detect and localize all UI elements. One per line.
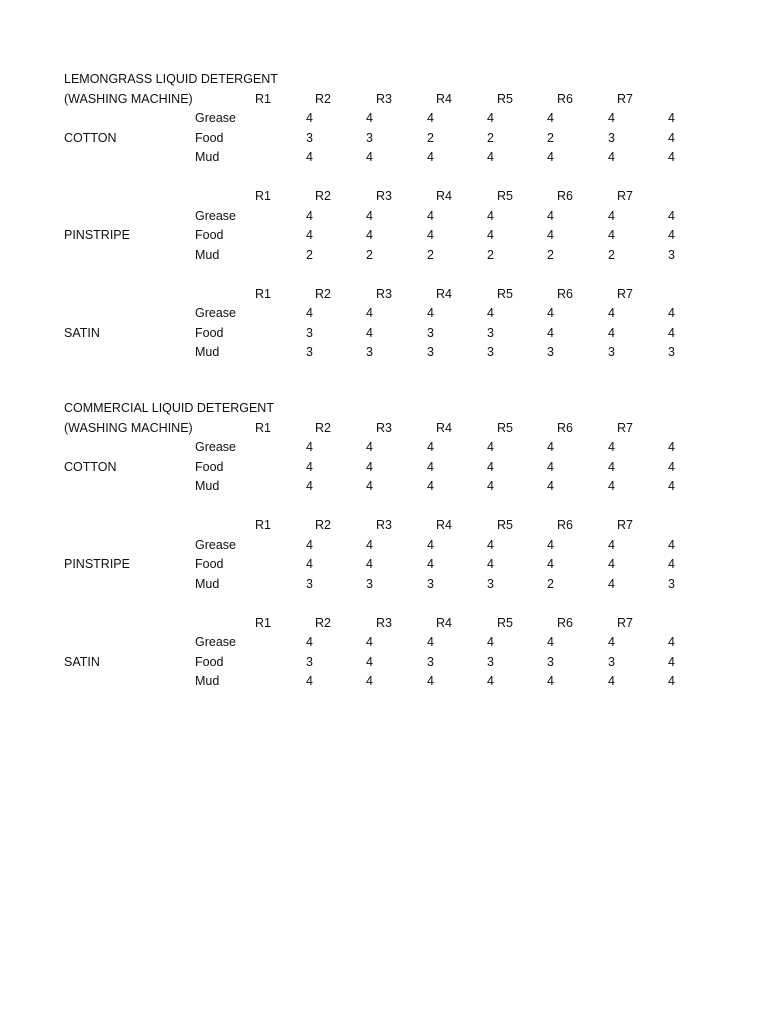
score-cell: 4 bbox=[427, 557, 434, 571]
column-header: R4 bbox=[436, 286, 452, 301]
stain-label: Grease bbox=[195, 208, 236, 223]
column-header: R7 bbox=[617, 615, 633, 630]
score-cell: 3 bbox=[487, 576, 494, 591]
score-cell: 2 bbox=[427, 130, 434, 145]
column-header: R5 bbox=[497, 286, 513, 301]
score-cell: 3 bbox=[427, 576, 434, 591]
score-cell: 4 bbox=[668, 654, 675, 669]
score-cell: 4 bbox=[366, 440, 373, 454]
score-cell: 4 bbox=[608, 111, 615, 125]
score-cell: 2 bbox=[366, 247, 373, 262]
score-cell: 4 bbox=[487, 674, 494, 688]
column-header: R4 bbox=[436, 420, 452, 435]
score-cell: 3 bbox=[427, 345, 434, 359]
section-subtitle: (WASHING MACHINE) bbox=[64, 420, 193, 435]
stain-label: Grease bbox=[195, 111, 236, 125]
score-cell: 4 bbox=[306, 557, 313, 571]
score-cell: 4 bbox=[366, 208, 373, 223]
score-cell: 3 bbox=[427, 325, 434, 340]
score-cell: 3 bbox=[487, 345, 494, 359]
column-header: R2 bbox=[315, 189, 331, 203]
column-header: R4 bbox=[436, 189, 452, 203]
score-cell: 4 bbox=[608, 208, 615, 223]
score-cell: 4 bbox=[427, 150, 434, 164]
fabric-label: PINSTRIPE bbox=[64, 557, 130, 571]
score-cell: 4 bbox=[668, 208, 675, 223]
score-cell: 4 bbox=[487, 537, 494, 552]
column-header: R1 bbox=[255, 420, 271, 435]
column-header: R5 bbox=[497, 615, 513, 630]
score-cell: 4 bbox=[366, 654, 373, 669]
score-cell: 3 bbox=[427, 654, 434, 669]
score-cell: 3 bbox=[668, 345, 675, 359]
column-header: R1 bbox=[255, 189, 271, 203]
score-cell: 4 bbox=[547, 325, 554, 340]
score-cell: 4 bbox=[306, 228, 313, 242]
column-header: R3 bbox=[376, 615, 392, 630]
score-cell: 4 bbox=[487, 111, 494, 125]
score-cell: 4 bbox=[366, 537, 373, 552]
column-header: R4 bbox=[436, 91, 452, 106]
score-cell: 4 bbox=[608, 459, 615, 474]
column-header: R1 bbox=[255, 286, 271, 301]
score-cell: 4 bbox=[427, 459, 434, 474]
stain-label: Grease bbox=[195, 306, 236, 320]
score-cell: 4 bbox=[608, 479, 615, 493]
score-cell: 3 bbox=[306, 325, 313, 340]
column-header: R5 bbox=[497, 189, 513, 203]
score-cell: 4 bbox=[668, 440, 675, 454]
score-cell: 4 bbox=[366, 325, 373, 340]
score-cell: 4 bbox=[487, 306, 494, 320]
score-cell: 4 bbox=[306, 440, 313, 454]
score-cell: 4 bbox=[547, 208, 554, 223]
score-cell: 3 bbox=[668, 247, 675, 262]
column-header: R7 bbox=[617, 91, 633, 106]
score-cell: 4 bbox=[668, 130, 675, 145]
score-cell: 4 bbox=[668, 479, 675, 493]
score-cell: 3 bbox=[608, 345, 615, 359]
column-header: R6 bbox=[557, 518, 573, 532]
stain-label: Food bbox=[195, 459, 224, 474]
column-header: R1 bbox=[255, 91, 271, 106]
score-cell: 3 bbox=[487, 654, 494, 669]
score-cell: 4 bbox=[668, 306, 675, 320]
section-subtitle: (WASHING MACHINE) bbox=[64, 91, 193, 106]
score-cell: 4 bbox=[668, 325, 675, 340]
score-cell: 4 bbox=[427, 111, 434, 125]
stain-label: Mud bbox=[195, 150, 220, 164]
score-cell: 3 bbox=[306, 345, 313, 359]
score-cell: 4 bbox=[668, 228, 675, 242]
score-cell: 4 bbox=[427, 440, 434, 454]
score-cell: 4 bbox=[487, 479, 494, 493]
score-cell: 4 bbox=[487, 228, 494, 242]
score-cell: 2 bbox=[306, 247, 313, 262]
score-cell: 4 bbox=[427, 635, 434, 649]
score-cell: 4 bbox=[608, 150, 615, 164]
score-cell: 4 bbox=[366, 150, 373, 164]
score-cell: 4 bbox=[608, 576, 615, 591]
column-header: R7 bbox=[617, 420, 633, 435]
score-cell: 4 bbox=[427, 228, 434, 242]
score-cell: 4 bbox=[427, 479, 434, 493]
column-header: R2 bbox=[315, 420, 331, 435]
column-header: R2 bbox=[315, 518, 331, 532]
score-cell: 4 bbox=[366, 674, 373, 688]
score-cell: 4 bbox=[427, 306, 434, 320]
score-cell: 2 bbox=[547, 130, 554, 145]
score-cell: 4 bbox=[608, 325, 615, 340]
score-cell: 4 bbox=[668, 537, 675, 552]
score-cell: 3 bbox=[306, 654, 313, 669]
column-header: R7 bbox=[617, 189, 633, 203]
column-header: R3 bbox=[376, 518, 392, 532]
score-cell: 4 bbox=[608, 306, 615, 320]
stain-label: Mud bbox=[195, 479, 220, 493]
fabric-label: COTTON bbox=[64, 130, 117, 145]
column-header: R3 bbox=[376, 189, 392, 203]
score-cell: 4 bbox=[547, 306, 554, 320]
column-header: R7 bbox=[617, 518, 633, 532]
score-cell: 4 bbox=[366, 635, 373, 649]
column-header: R6 bbox=[557, 420, 573, 435]
score-cell: 4 bbox=[487, 557, 494, 571]
score-cell: 4 bbox=[547, 557, 554, 571]
score-cell: 3 bbox=[608, 654, 615, 669]
score-cell: 3 bbox=[668, 576, 675, 591]
fabric-label: SATIN bbox=[64, 325, 100, 340]
fabric-label: COTTON bbox=[64, 459, 117, 474]
column-header: R1 bbox=[255, 518, 271, 532]
score-cell: 4 bbox=[487, 150, 494, 164]
score-cell: 3 bbox=[366, 576, 373, 591]
score-cell: 4 bbox=[306, 459, 313, 474]
fabric-label: SATIN bbox=[64, 654, 100, 669]
score-cell: 4 bbox=[668, 557, 675, 571]
score-cell: 2 bbox=[487, 130, 494, 145]
score-cell: 4 bbox=[547, 459, 554, 474]
score-cell: 4 bbox=[427, 208, 434, 223]
score-cell: 4 bbox=[547, 150, 554, 164]
score-cell: 4 bbox=[487, 440, 494, 454]
stain-label: Mud bbox=[195, 674, 220, 688]
score-cell: 4 bbox=[366, 557, 373, 571]
column-header: R2 bbox=[315, 615, 331, 630]
score-cell: 4 bbox=[487, 459, 494, 474]
score-cell: 4 bbox=[547, 479, 554, 493]
score-cell: 4 bbox=[306, 111, 313, 125]
score-cell: 4 bbox=[668, 459, 675, 474]
score-cell: 4 bbox=[547, 537, 554, 552]
column-header: R3 bbox=[376, 286, 392, 301]
score-cell: 4 bbox=[547, 111, 554, 125]
score-cell: 4 bbox=[547, 674, 554, 688]
column-header: R4 bbox=[436, 518, 452, 532]
stain-label: Grease bbox=[195, 537, 236, 552]
score-cell: 2 bbox=[547, 576, 554, 591]
column-header: R2 bbox=[315, 91, 331, 106]
column-header: R3 bbox=[376, 420, 392, 435]
section-title: LEMONGRASS LIQUID DETERGENT bbox=[64, 72, 278, 86]
column-header: R6 bbox=[557, 91, 573, 106]
score-cell: 4 bbox=[547, 228, 554, 242]
score-cell: 3 bbox=[306, 576, 313, 591]
column-header: R4 bbox=[436, 615, 452, 630]
score-cell: 2 bbox=[487, 247, 494, 262]
score-cell: 4 bbox=[366, 459, 373, 474]
score-cell: 4 bbox=[306, 635, 313, 649]
score-cell: 3 bbox=[547, 654, 554, 669]
stain-label: Mud bbox=[195, 576, 220, 591]
stain-label: Food bbox=[195, 228, 224, 242]
fabric-label: PINSTRIPE bbox=[64, 228, 130, 242]
stain-label: Grease bbox=[195, 635, 236, 649]
score-cell: 4 bbox=[668, 150, 675, 164]
score-cell: 4 bbox=[668, 635, 675, 649]
score-cell: 4 bbox=[306, 306, 313, 320]
score-cell: 3 bbox=[366, 345, 373, 359]
score-cell: 3 bbox=[306, 130, 313, 145]
score-cell: 4 bbox=[306, 674, 313, 688]
column-header: R2 bbox=[315, 286, 331, 301]
score-cell: 2 bbox=[427, 247, 434, 262]
score-cell: 4 bbox=[427, 537, 434, 552]
score-cell: 3 bbox=[608, 130, 615, 145]
score-cell: 4 bbox=[608, 228, 615, 242]
stain-label: Food bbox=[195, 557, 224, 571]
score-cell: 4 bbox=[547, 635, 554, 649]
score-cell: 4 bbox=[547, 440, 554, 454]
score-cell: 4 bbox=[608, 537, 615, 552]
column-header: R5 bbox=[497, 518, 513, 532]
score-cell: 4 bbox=[608, 635, 615, 649]
stain-label: Food bbox=[195, 654, 224, 669]
score-cell: 3 bbox=[487, 325, 494, 340]
column-header: R3 bbox=[376, 91, 392, 106]
score-cell: 4 bbox=[427, 674, 434, 688]
score-cell: 4 bbox=[306, 208, 313, 223]
stain-label: Food bbox=[195, 130, 224, 145]
score-cell: 4 bbox=[366, 228, 373, 242]
column-header: R6 bbox=[557, 615, 573, 630]
score-cell: 4 bbox=[668, 111, 675, 125]
score-cell: 3 bbox=[366, 130, 373, 145]
score-cell: 4 bbox=[366, 306, 373, 320]
section-title: COMMERCIAL LIQUID DETERGENT bbox=[64, 401, 274, 415]
score-cell: 4 bbox=[608, 674, 615, 688]
score-cell: 4 bbox=[608, 440, 615, 454]
stain-label: Mud bbox=[195, 345, 220, 359]
score-cell: 2 bbox=[608, 247, 615, 262]
score-cell: 3 bbox=[547, 345, 554, 359]
column-header: R6 bbox=[557, 189, 573, 203]
column-header: R1 bbox=[255, 615, 271, 630]
stain-label: Mud bbox=[195, 247, 220, 262]
score-cell: 4 bbox=[668, 674, 675, 688]
column-header: R6 bbox=[557, 286, 573, 301]
stain-label: Food bbox=[195, 325, 224, 340]
score-cell: 4 bbox=[487, 208, 494, 223]
column-header: R5 bbox=[497, 420, 513, 435]
score-cell: 4 bbox=[487, 635, 494, 649]
stain-label: Grease bbox=[195, 440, 236, 454]
score-cell: 4 bbox=[366, 111, 373, 125]
column-header: R7 bbox=[617, 286, 633, 301]
score-cell: 4 bbox=[608, 557, 615, 571]
score-cell: 4 bbox=[306, 150, 313, 164]
score-cell: 2 bbox=[547, 247, 554, 262]
column-header: R5 bbox=[497, 91, 513, 106]
score-cell: 4 bbox=[306, 479, 313, 493]
score-cell: 4 bbox=[366, 479, 373, 493]
score-cell: 4 bbox=[306, 537, 313, 552]
